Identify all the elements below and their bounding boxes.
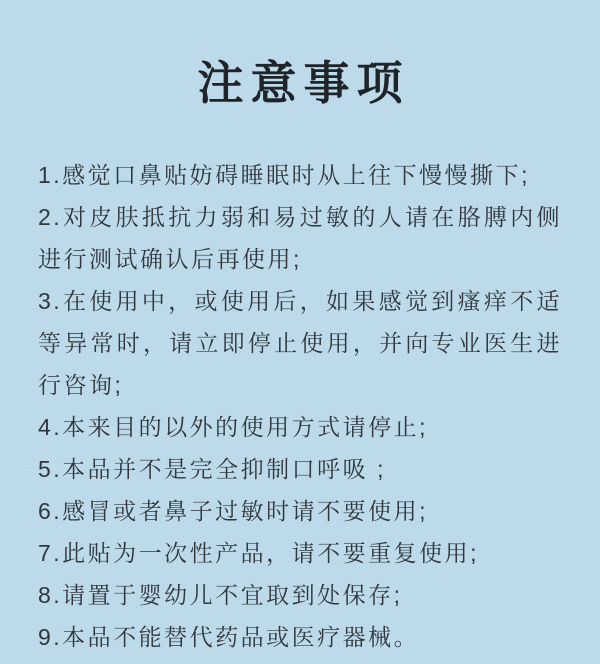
notice-list	[38, 154, 562, 658]
notice-item: 8.请置于婴幼儿不宜取到处保存;	[38, 582, 403, 608]
notice-item: 7.此贴为一次性产品，请不要重复使用;	[38, 540, 480, 566]
notice-item: 2.对皮肤抵抗力弱和易过敏的人请在胳膊内侧进行测试确认后再使用;	[38, 204, 562, 272]
page-title: 注意事项	[197, 57, 410, 109]
notice-content	[38, 0, 562, 658]
notice-item: 4.本来目的以外的使用方式请停止;	[38, 414, 429, 440]
notice-item: 5.本品并不是完全抑制口呼吸 ;	[38, 456, 386, 482]
notice-item: 6.感冒或者鼻子过敏时请不要使用;	[38, 498, 429, 524]
notice-item: 1.感觉口鼻贴妨碍睡眠时从上往下慢慢撕下;	[38, 162, 531, 188]
notice-item: 3.在使用中，或使用后，如果感觉到瘙痒不适等异常时，请立即停止使用，并向专业医生进行咨询;	[38, 288, 562, 398]
notice-item: 9.本品不能替代药品或医疗器械。	[38, 624, 420, 650]
